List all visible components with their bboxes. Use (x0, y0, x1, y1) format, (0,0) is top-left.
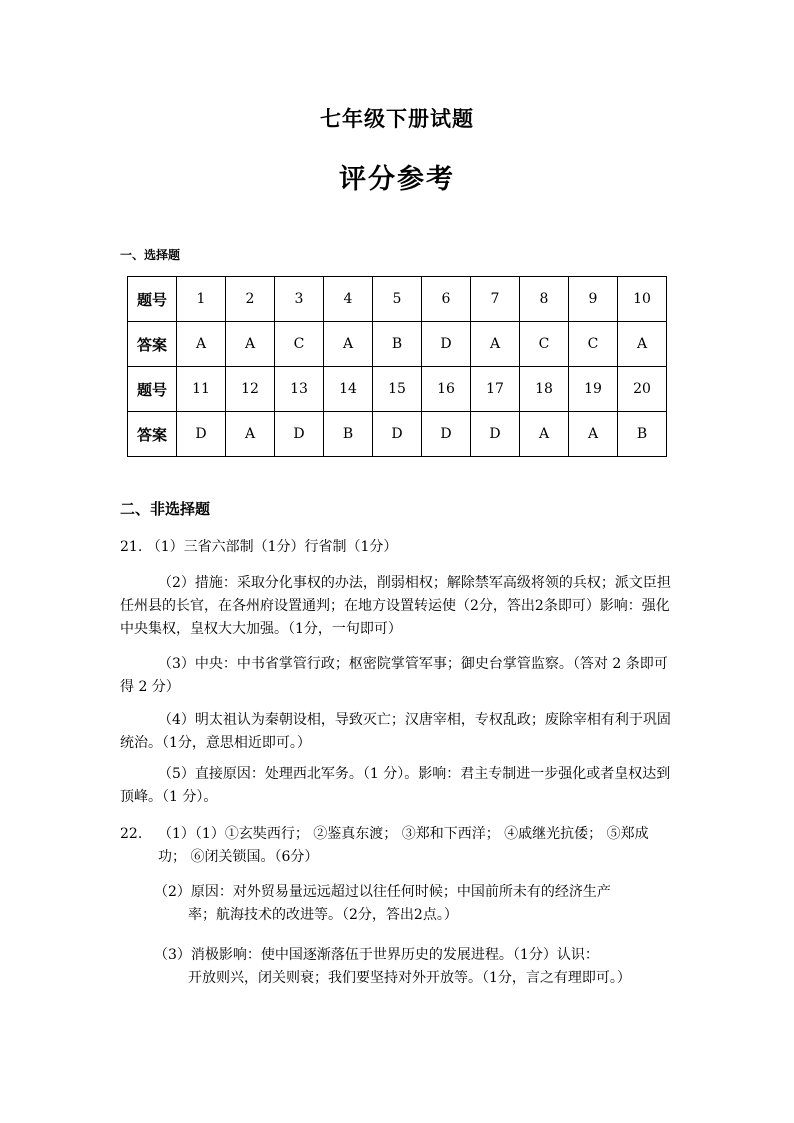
row-label-question: 题号 (128, 277, 177, 322)
answer-cell: A (324, 322, 373, 367)
q21-part5: （5）直接原因：处理西北军务。（1 分）。影响：君主专制进一步强化或者皇权达到顶峰。（1 分）。 (120, 766, 671, 805)
answer-cell: A (471, 322, 520, 367)
table-row-question (128, 277, 667, 322)
table-row-question (128, 367, 667, 412)
answer-cell: C (569, 322, 618, 367)
question-number: 10 (618, 277, 667, 322)
q22-part2 (154, 881, 674, 927)
answer-cell: B (618, 412, 667, 457)
question-number: 13 (275, 367, 324, 412)
answer-cell: A (520, 412, 569, 457)
question-number: 1 (177, 277, 226, 322)
question-number: 6 (422, 277, 471, 322)
answer-cell: A (177, 322, 226, 367)
q21-part1: 21. （1）三省六部制（1分）行省制（1分） (120, 539, 398, 555)
document-title: 七年级下册试题 (320, 106, 474, 131)
question-number: 12 (226, 367, 275, 412)
q21-part4: （4）明太祖认为秦朝设相，导致灭亡；汉唐宰相，专权乱政；废除宰相有利于巩固统治。（1分，意思相近即可。） (120, 712, 671, 751)
question-number: 11 (177, 367, 226, 412)
question-number: 14 (324, 367, 373, 412)
answer-cell: D (471, 412, 520, 457)
question-number: 5 (373, 277, 422, 322)
question-number: 15 (373, 367, 422, 412)
answer-cell: D (177, 412, 226, 457)
question-number: 3 (275, 277, 324, 322)
section-heading-nonchoice: 二、非选择题 (120, 500, 211, 518)
q22-part3-line1: （3）消极影响：使中国逐渐落伍于世界历史的发展进程。（1分）认识： (154, 947, 599, 963)
question-number: 2 (226, 277, 275, 322)
question-number: 8 (520, 277, 569, 322)
q22-number: 22. (120, 826, 143, 842)
question-number: 4 (324, 277, 373, 322)
question-number: 16 (422, 367, 471, 412)
answer-cell: A (569, 412, 618, 457)
section-heading-choice: 一、选择题 (120, 248, 181, 262)
answer-cell: C (275, 322, 324, 367)
q22-part3 (154, 944, 674, 990)
answer-cell: B (324, 412, 373, 457)
q22-part2-line1: （2）原因：对外贸易量远远超过以往任何时候；中国前所未有的经济生产 (154, 884, 611, 900)
answer-cell: D (373, 412, 422, 457)
question-number: 19 (569, 367, 618, 412)
table-row-answer (128, 412, 667, 457)
row-label-answer: 答案 (128, 412, 177, 457)
question-number: 17 (471, 367, 520, 412)
question-number: 7 (471, 277, 520, 322)
answer-cell: D (422, 412, 471, 457)
answer-cell: D (275, 412, 324, 457)
answer-cell: A (226, 412, 275, 457)
q21-part3: （3）中央：中书省掌管行政；枢密院掌管军事；御史台掌管监察。（答对 2 条即可得 2 分） (120, 656, 668, 695)
answer-table (127, 276, 667, 457)
question-number: 9 (569, 277, 618, 322)
document-subtitle: 评分参考 (339, 164, 455, 195)
q22-part2-line2: 率；航海技术的改进等。（2分，答出2点。） (188, 907, 458, 923)
table-row-answer (128, 322, 667, 367)
answer-cell: D (422, 322, 471, 367)
q21-part2: （2）措施：采取分化事权的办法，削弱相权；解除禁军高级将领的兵权；派文臣担任州县的长官，在各州府设置通判；在地方设置转运使（2分，答出2条即可）影响：强化中央集权，皇权大大加强。（1分，一句即可） (120, 575, 671, 637)
answer-cell: A (226, 322, 275, 367)
row-label-question: 题号 (128, 367, 177, 412)
question-number: 20 (618, 367, 667, 412)
answer-cell: B (373, 322, 422, 367)
q22-part1-text: （1）（1）①玄奘西行； ②鉴真东渡； ③郑和下西洋； ④戚继光抗倭； ⑤郑成功； ⑥闭关锁国。（6分） (158, 826, 649, 865)
q22-part3-line2: 开放则兴，闭关则衰；我们要坚持对外开放等。（1分，言之有理即可。） (188, 970, 631, 986)
answer-cell: A (618, 322, 667, 367)
row-label-answer: 答案 (128, 322, 177, 367)
question-number: 18 (520, 367, 569, 412)
answer-cell: C (520, 322, 569, 367)
